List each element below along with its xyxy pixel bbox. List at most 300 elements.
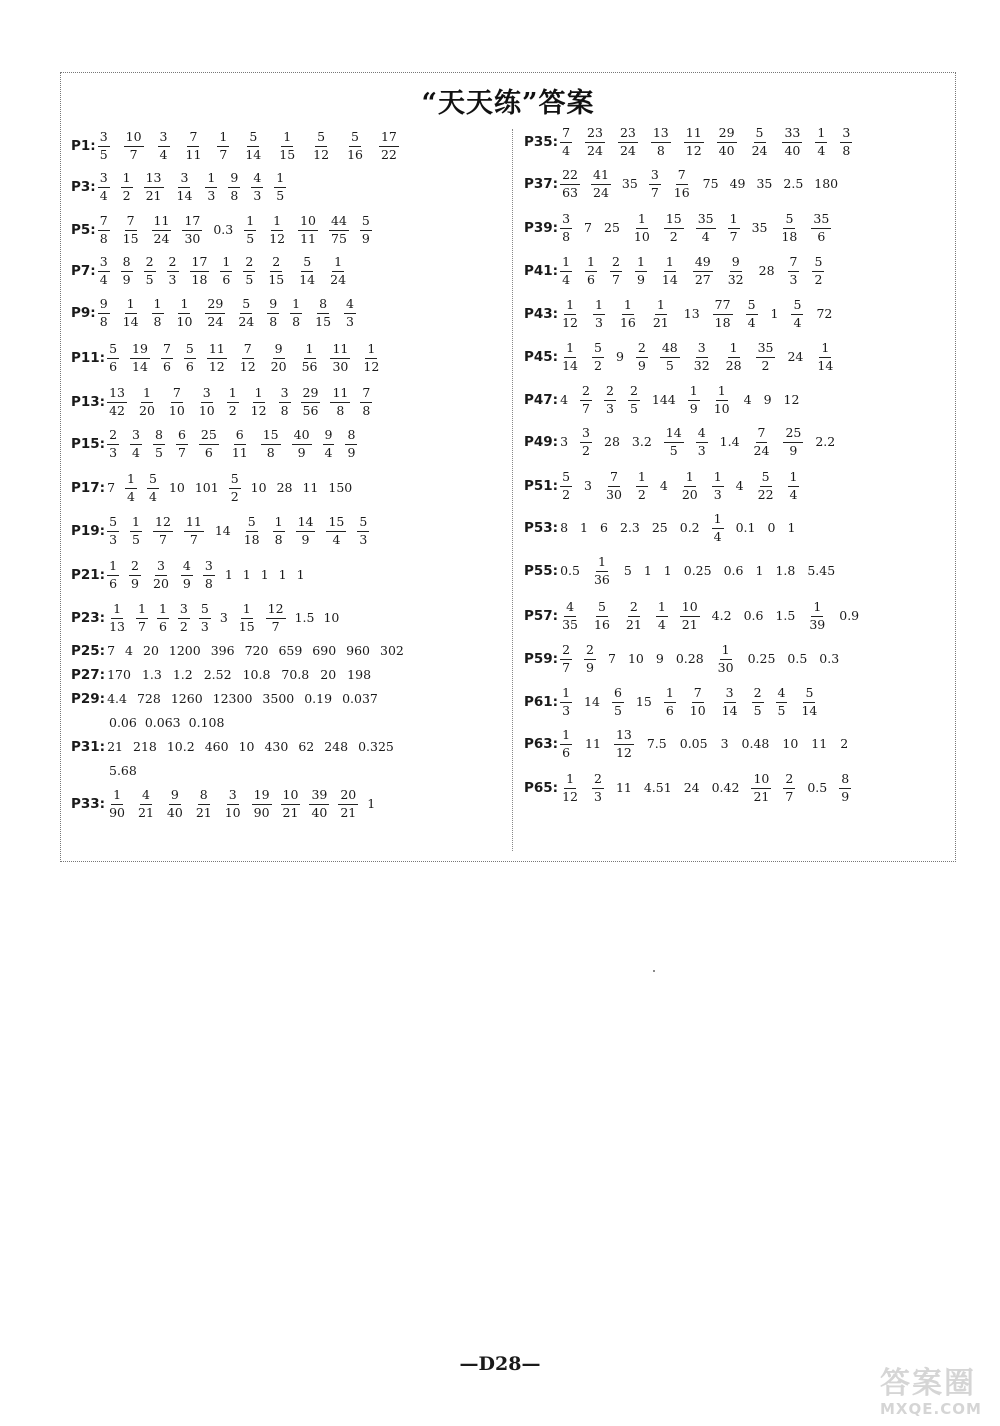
number-answer: 1	[643, 562, 652, 578]
numerator: 3	[696, 342, 708, 358]
numerator: 1	[220, 256, 232, 272]
number-answer: 28	[276, 479, 293, 495]
number-answer: 720	[244, 642, 269, 658]
page-label: P63:	[524, 736, 559, 752]
number-answer: 101	[194, 479, 219, 495]
denominator: 14	[721, 702, 738, 718]
page-label: P37:	[524, 176, 559, 192]
numerator: 23	[585, 127, 605, 143]
fraction-answer	[158, 131, 170, 161]
numerator: 19	[252, 789, 272, 805]
denominator: 21	[753, 788, 770, 804]
numerator: 3	[158, 131, 170, 147]
number-answer: 11	[811, 735, 828, 751]
denominator: 8	[656, 142, 665, 158]
answer-list	[560, 299, 832, 329]
numerator: 5	[301, 256, 313, 272]
number-answer: 20	[320, 666, 337, 682]
number-answer: 12300	[212, 690, 253, 706]
number-answer: 1	[367, 795, 376, 811]
denominator: 10	[176, 313, 193, 329]
denominator: 30	[332, 358, 349, 374]
number-answer: 150	[328, 479, 353, 495]
answer-list	[98, 298, 356, 328]
watermark-logo	[880, 1368, 990, 1422]
fraction-answer	[746, 299, 758, 329]
numerator: 1	[271, 215, 283, 231]
number-answer: 12	[783, 391, 800, 407]
answer-row	[71, 560, 305, 590]
number-answer: 14	[214, 522, 231, 538]
fraction-answer	[251, 172, 263, 202]
fraction-answer	[297, 256, 317, 286]
fraction-answer	[344, 298, 356, 328]
fraction-answer	[292, 429, 312, 459]
denominator: 5	[155, 444, 163, 460]
answer-list	[560, 385, 799, 415]
fraction-answer	[207, 343, 227, 373]
denominator: 9	[789, 442, 798, 458]
denominator: 10	[168, 402, 185, 418]
numerator: 5	[184, 343, 196, 359]
fraction-answer	[560, 729, 572, 759]
denominator: 32	[693, 357, 710, 373]
denominator: 6	[185, 358, 194, 374]
denominator: 15	[279, 146, 296, 162]
fraction-answer	[194, 789, 214, 819]
number-answer: 1	[755, 562, 764, 578]
number-answer: 1	[663, 562, 672, 578]
numerator: 1	[152, 298, 164, 314]
fraction-answer	[713, 299, 733, 329]
fraction-answer	[182, 215, 202, 245]
numerator: 1	[684, 471, 696, 487]
denominator: 28	[725, 357, 742, 373]
answer-row	[524, 601, 859, 631]
number-answer: 248	[324, 738, 349, 754]
page-label: P13:	[71, 394, 106, 410]
numerator: 29	[301, 387, 321, 403]
denominator: 20	[681, 486, 698, 502]
number-answer: 20	[143, 642, 159, 658]
fraction-answer	[756, 342, 776, 372]
fraction-answer	[660, 256, 680, 286]
numerator: 11	[184, 516, 204, 532]
fraction-answer	[712, 471, 724, 501]
fraction-answer	[756, 471, 776, 501]
fraction-answer	[783, 773, 795, 803]
numerator: 7	[98, 215, 110, 231]
numerator: 1	[712, 471, 724, 487]
number-answer: 28	[604, 433, 620, 449]
number-answer: 659	[278, 642, 303, 658]
number-answer: 430	[264, 738, 289, 754]
denominator: 3	[207, 187, 216, 203]
numerator: 1	[111, 789, 123, 805]
numerator: 1	[273, 516, 285, 532]
page-label: P49:	[524, 434, 559, 450]
numerator: 1	[304, 343, 316, 359]
fraction-answer	[205, 172, 217, 202]
denominator: 2	[669, 228, 678, 244]
denominator: 8	[362, 402, 371, 418]
number-answer: 24	[683, 779, 700, 795]
answer-list	[107, 738, 394, 754]
denominator: 30	[184, 230, 201, 246]
fraction-answer	[815, 342, 835, 372]
numerator: 22	[560, 169, 580, 185]
denominator: 9	[182, 575, 191, 591]
fraction-answer	[338, 789, 358, 819]
numerator: 5	[147, 473, 159, 489]
answer-list	[109, 714, 225, 730]
denominator: 24	[330, 271, 347, 287]
numerator: 15	[664, 213, 684, 229]
fraction-answer	[604, 471, 624, 501]
fraction-answer	[651, 299, 671, 329]
fraction-answer	[237, 603, 257, 633]
numerator: 1	[141, 387, 153, 403]
page-label: P11:	[71, 350, 106, 366]
numerator: 1	[560, 256, 572, 272]
fraction-answer	[656, 601, 668, 631]
numerator: 1	[664, 687, 676, 703]
number-answer: 14	[584, 693, 600, 709]
number-answer: 3	[560, 433, 569, 449]
number-answer: 2.2	[815, 433, 836, 449]
numerator: 1	[656, 601, 668, 617]
numerator: 2	[628, 385, 640, 401]
numerator: 1	[564, 773, 576, 789]
page-label: P45:	[524, 349, 559, 365]
numerator: 5	[315, 131, 327, 147]
watermark-url: MXQE.COM	[880, 1400, 982, 1418]
fraction-answer	[672, 169, 692, 199]
numerator: 2	[243, 256, 255, 272]
numerator: 3	[178, 603, 190, 619]
denominator: 4	[159, 146, 168, 162]
numerator: 35	[811, 213, 831, 229]
fraction-answer	[752, 687, 764, 717]
fraction-answer	[345, 131, 365, 161]
fraction-answer	[107, 429, 119, 459]
fraction-answer	[136, 789, 156, 819]
numerator: 9	[730, 256, 742, 272]
denominator: 12	[313, 146, 330, 162]
fraction-answer	[720, 687, 740, 717]
numerator: 41	[591, 169, 611, 185]
fraction-answer	[175, 172, 195, 202]
number-answer: 75	[702, 175, 719, 191]
page-label: P41:	[524, 263, 559, 279]
fraction-answer	[124, 131, 144, 161]
fraction-answer	[161, 343, 173, 373]
numerator: 1	[585, 256, 597, 272]
fraction-answer	[693, 256, 713, 286]
denominator: 14	[562, 357, 578, 373]
fraction-answer	[664, 687, 676, 717]
answer-row	[71, 667, 371, 683]
fraction-answer	[152, 298, 164, 328]
denominator: 63	[562, 184, 578, 200]
denominator: 7	[612, 271, 620, 287]
denominator: 3	[346, 313, 354, 329]
answer-list	[560, 342, 835, 372]
number-answer: 1	[224, 566, 233, 582]
column-divider	[512, 129, 513, 851]
numerator: 2	[604, 385, 616, 401]
answer-row	[524, 385, 799, 415]
fraction-answer	[98, 215, 110, 245]
numerator: 4	[696, 427, 708, 443]
answer-list	[107, 642, 404, 658]
number-answer: 72	[816, 305, 833, 321]
answer-list	[107, 387, 372, 417]
number-answer: 0.037	[342, 690, 378, 706]
fraction-answer	[261, 429, 281, 459]
numerator: 11	[684, 127, 704, 143]
fraction-answer	[328, 256, 348, 286]
denominator: 13	[109, 618, 125, 634]
numerator: 6	[176, 429, 188, 445]
denominator: 40	[718, 142, 735, 158]
denominator: 16	[673, 184, 690, 200]
number-answer: 2.3	[619, 519, 640, 535]
fraction-answer	[267, 298, 279, 328]
fraction-answer	[361, 343, 381, 373]
numerator: 5	[560, 471, 572, 487]
denominator: 4	[713, 528, 722, 544]
number-answer: 4.51	[643, 779, 672, 795]
fraction-answer	[144, 256, 156, 286]
denominator: 3	[697, 442, 706, 458]
denominator: 16	[347, 146, 363, 162]
answer-row	[71, 643, 404, 659]
number-answer: 0.28	[675, 650, 704, 666]
fraction-answer	[782, 127, 802, 157]
denominator: 9	[636, 271, 645, 287]
numerator: 15	[261, 429, 281, 445]
number-answer: 0.2	[679, 519, 700, 535]
fraction-answer	[618, 299, 638, 329]
numerator: 2	[167, 256, 179, 272]
denominator: 7	[138, 618, 146, 634]
numerator: 35	[756, 342, 776, 358]
numerator: 4	[344, 298, 356, 314]
numerator: 7	[161, 343, 173, 359]
denominator: 7	[177, 444, 186, 460]
page-number: —D28—	[459, 1353, 541, 1375]
fraction-answer	[175, 298, 195, 328]
fraction-answer	[266, 603, 286, 633]
denominator: 8	[99, 313, 108, 329]
answer-row	[109, 762, 137, 778]
denominator: 12	[363, 358, 380, 374]
fraction-answer	[199, 603, 211, 633]
answer-list	[560, 729, 848, 759]
fraction-answer	[153, 516, 173, 546]
denominator: 14	[817, 357, 834, 373]
numerator: 9	[267, 298, 279, 314]
number-answer: 62	[298, 738, 315, 754]
answer-row	[524, 471, 799, 501]
fraction-answer	[815, 127, 827, 157]
fraction-answer	[360, 387, 372, 417]
numerator: 40	[292, 429, 312, 445]
denominator: 5	[665, 357, 674, 373]
answer-row	[524, 256, 824, 286]
number-answer: 0	[767, 519, 776, 535]
denominator: 9	[637, 357, 646, 373]
fraction-answer	[624, 601, 644, 631]
denominator: 14	[132, 358, 148, 374]
number-answer: 1200	[168, 642, 201, 658]
denominator: 22	[757, 486, 774, 502]
denominator: 40	[166, 804, 183, 820]
denominator: 30	[717, 659, 734, 675]
answer-list	[107, 690, 378, 706]
numerator: 1	[720, 644, 732, 660]
number-answer: 0.063	[144, 714, 181, 730]
number-answer: 15	[635, 693, 652, 709]
numerator: 23	[618, 127, 638, 143]
fraction-answer	[651, 127, 671, 157]
numerator: 4	[776, 687, 788, 703]
fraction-answer	[217, 131, 229, 161]
numerator: 1	[290, 298, 302, 314]
number-answer: 5.45	[807, 562, 836, 578]
number-answer: 3	[584, 477, 592, 493]
fraction-answer	[584, 644, 596, 674]
fraction-answer	[680, 471, 700, 501]
number-answer: 1	[770, 305, 779, 321]
denominator: 10	[198, 402, 215, 418]
number-answer: 4	[659, 477, 668, 493]
number-answer: 70.8	[281, 666, 310, 682]
numerator: 13	[614, 729, 634, 745]
page-label: P27:	[71, 667, 106, 683]
fraction-answer	[560, 256, 572, 286]
number-answer: 9	[655, 650, 664, 666]
number-answer: 1260	[170, 690, 203, 706]
denominator: 21	[145, 187, 162, 203]
fraction-answer	[664, 427, 684, 457]
numerator: 3	[227, 789, 239, 805]
number-answer: 25	[651, 519, 668, 535]
answer-row	[71, 429, 357, 459]
denominator: 30	[606, 486, 622, 502]
answer-list	[560, 471, 799, 501]
answer-list	[98, 215, 372, 245]
denominator: 8	[204, 575, 213, 591]
numerator: 5	[803, 687, 815, 703]
numerator: 2	[144, 256, 156, 272]
number-answer: 49	[729, 175, 746, 191]
denominator: 8	[842, 142, 851, 158]
number-answer: 1	[242, 566, 251, 582]
fraction-answer	[267, 215, 287, 245]
page-label: P23:	[71, 610, 106, 626]
fraction-answer	[799, 687, 819, 717]
fraction-answer	[151, 560, 171, 590]
page-label: P7:	[71, 263, 96, 279]
fraction-answer	[296, 516, 316, 546]
numerator: 7	[560, 127, 572, 143]
fraction-answer	[300, 343, 320, 373]
numerator: 1	[788, 471, 800, 487]
numerator: 1	[593, 299, 605, 315]
numerator: 2	[636, 342, 648, 358]
fraction-answer	[223, 789, 243, 819]
answer-list	[109, 762, 137, 778]
number-answer: 0.48	[741, 735, 770, 751]
numerator: 1	[241, 603, 253, 619]
answer-row	[524, 773, 851, 803]
answer-list	[107, 516, 369, 546]
numerator: 3	[840, 127, 852, 143]
denominator: 12	[269, 230, 286, 246]
number-answer: 4	[743, 391, 752, 407]
fraction-answer	[197, 387, 217, 417]
fraction-answer	[203, 560, 215, 590]
fraction-answer	[591, 169, 611, 199]
answer-row	[71, 516, 369, 546]
answer-list	[107, 473, 352, 503]
number-answer: 10.8	[242, 666, 271, 682]
answer-row	[71, 298, 356, 328]
answer-list	[107, 560, 304, 590]
numerator: 5	[247, 131, 259, 147]
denominator: 21	[340, 804, 357, 820]
numerator: 1	[728, 342, 740, 358]
denominator: 8	[269, 313, 278, 329]
answer-list	[107, 343, 381, 373]
numerator: 8	[317, 298, 329, 314]
denominator: 4	[793, 314, 802, 330]
fraction-answer	[592, 601, 612, 631]
answer-list	[560, 773, 851, 803]
fraction-answer	[560, 127, 572, 157]
answer-row	[71, 473, 352, 503]
answer-row	[71, 691, 378, 707]
numerator: 1	[664, 256, 676, 272]
denominator: 18	[191, 271, 208, 287]
denominator: 9	[347, 444, 356, 460]
answer-list	[98, 172, 287, 202]
fraction-answer	[107, 343, 119, 373]
fraction-answer	[560, 773, 580, 803]
numerator: 3	[203, 560, 215, 576]
numerator: 3	[98, 256, 110, 272]
denominator: 8	[336, 402, 345, 418]
number-answer: 2	[840, 735, 849, 751]
fraction-answer	[107, 387, 127, 417]
fraction-answer	[130, 429, 142, 459]
number-answer: 0.42	[711, 779, 740, 795]
fraction-answer	[560, 342, 580, 372]
fraction-answer	[98, 172, 110, 202]
denominator: 6	[222, 271, 231, 287]
number-answer: 3.2	[631, 433, 652, 449]
fraction-answer	[839, 773, 851, 803]
denominator: 11	[231, 444, 248, 460]
fraction-answer	[788, 256, 800, 286]
numerator: 17	[190, 256, 210, 272]
numerator: 1	[121, 172, 133, 188]
numerator: 1	[636, 471, 648, 487]
fraction-answer	[788, 471, 800, 501]
fraction-answer	[379, 131, 399, 161]
